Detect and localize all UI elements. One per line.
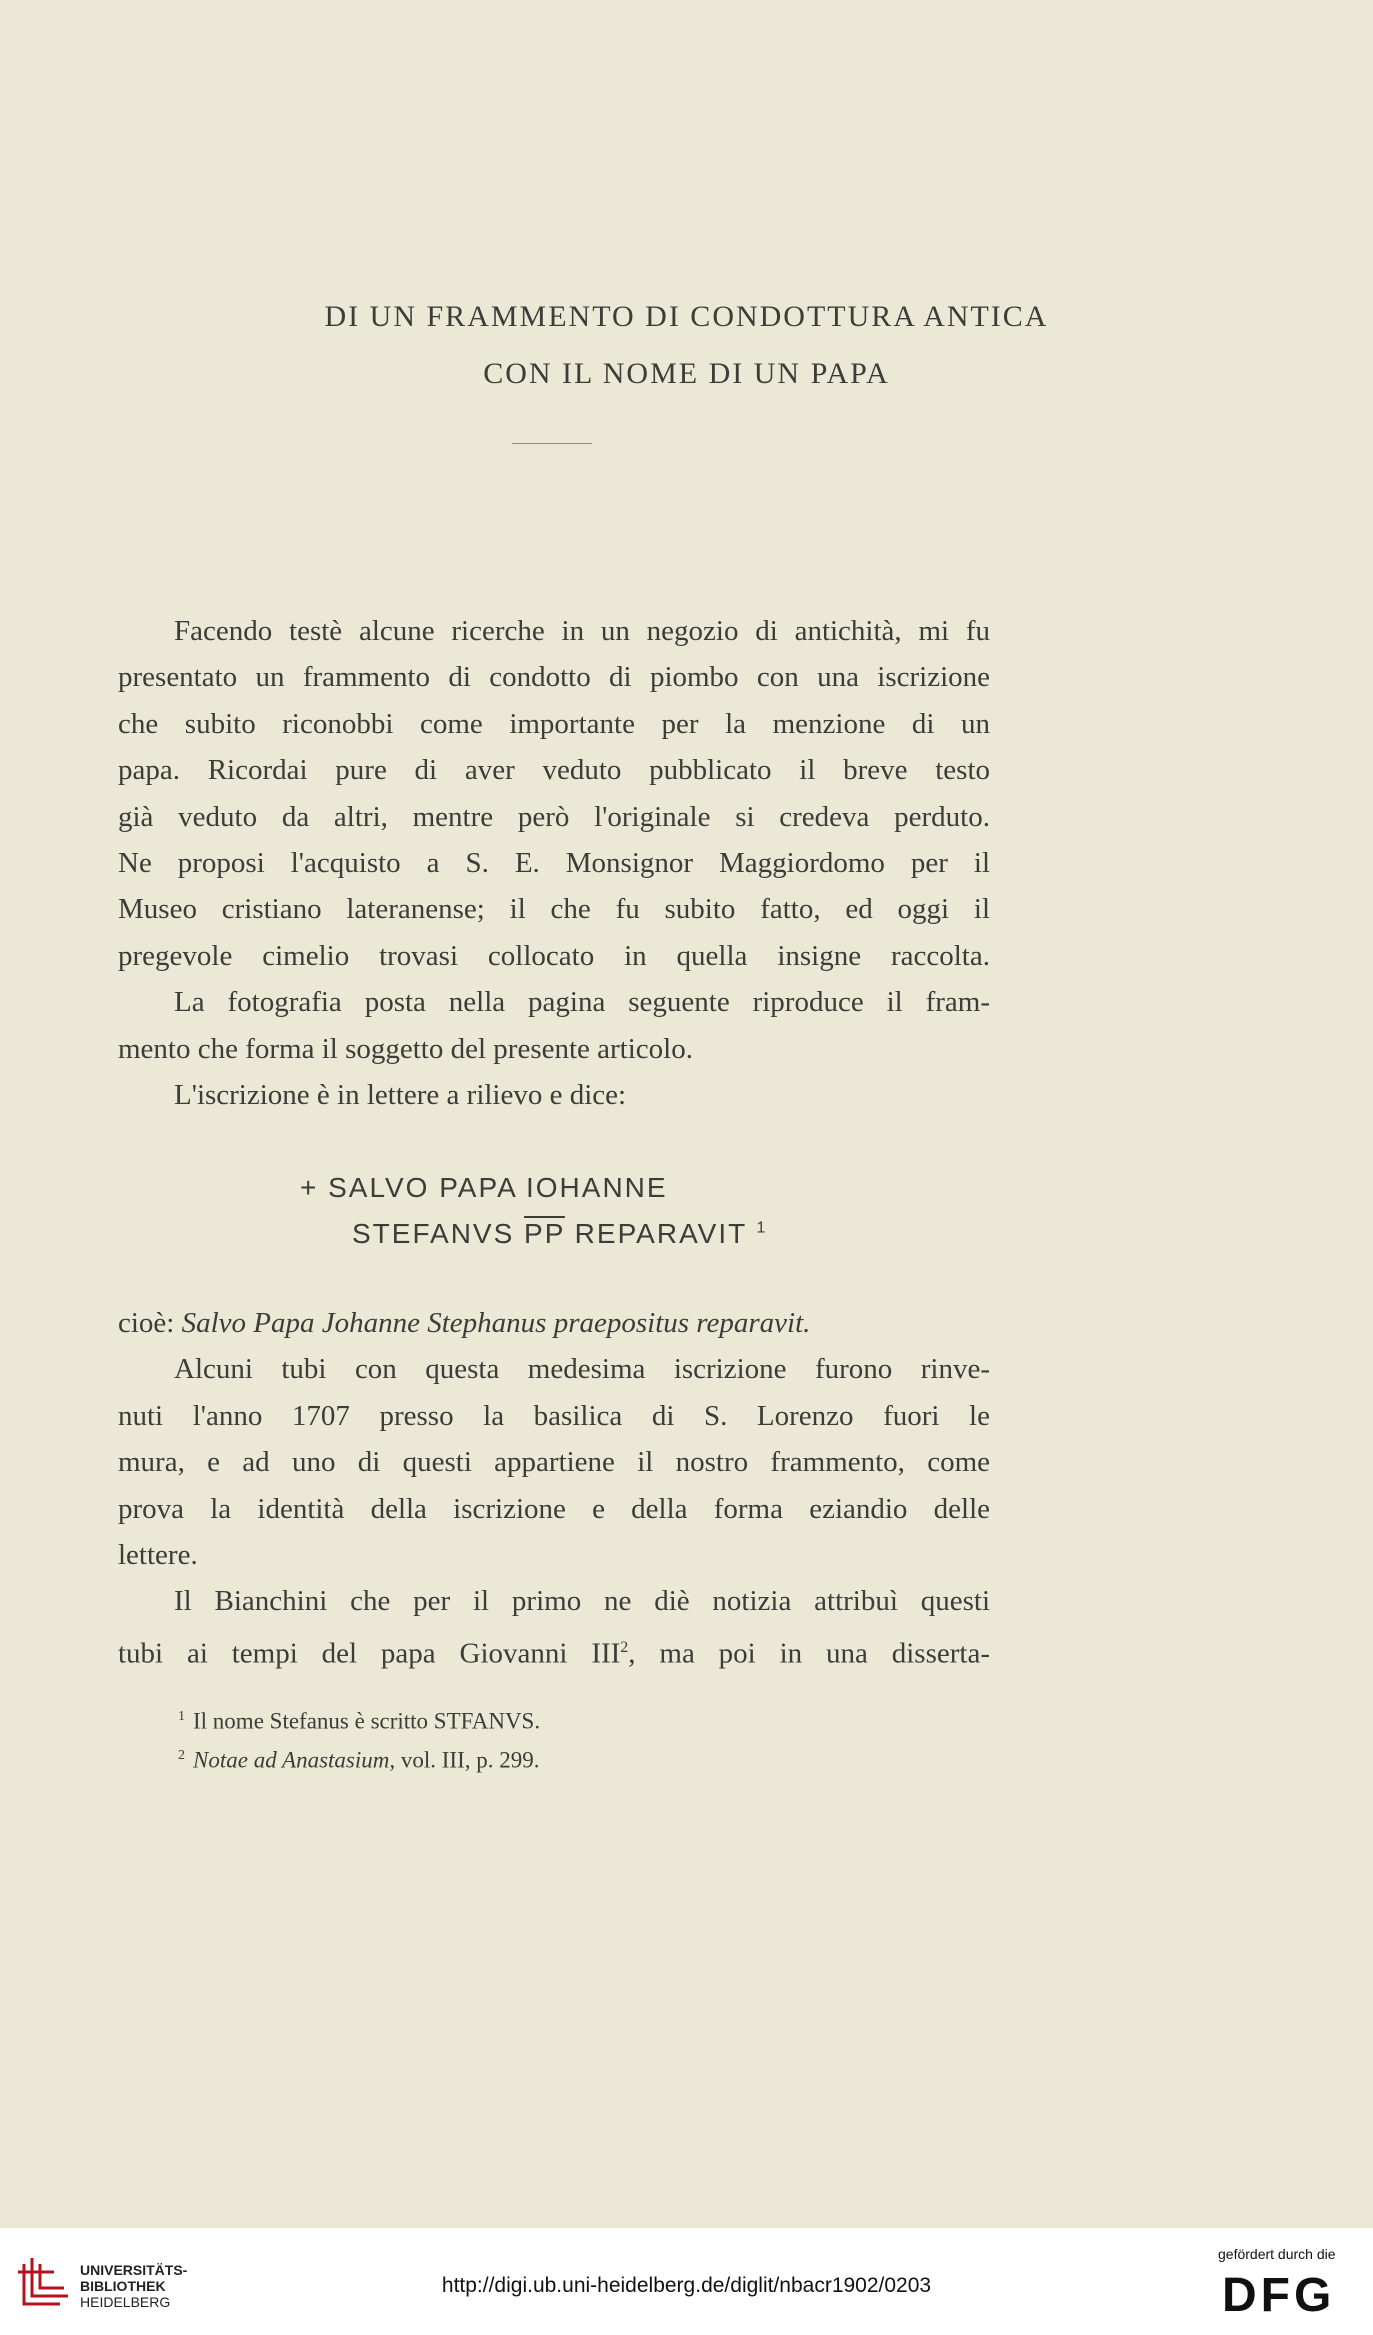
footnotes bbox=[178, 1700, 978, 1777]
line: mura, e ad uno di questi appartiene il nostro frammento, come bbox=[118, 1446, 990, 1479]
paragraph-1 bbox=[118, 608, 990, 979]
paragraph-3 bbox=[118, 1072, 990, 1118]
line: Museo cristiano lateranense; il che fu subito fatto, ed oggi il bbox=[118, 893, 990, 926]
footnote-2 bbox=[178, 1739, 978, 1778]
permalink-url[interactable]: http://digi.ub.uni-heidelberg.de/diglit/nbacr1902/0203 bbox=[441, 2274, 932, 2297]
footnote-italic: Notae ad Anastasium, bbox=[193, 1747, 396, 1773]
paragraph-5 bbox=[118, 1578, 990, 1676]
body-text-part-1 bbox=[118, 608, 990, 1118]
footnote-ref: 1 bbox=[756, 1219, 768, 1237]
line: L'iscrizione è in lettere a rilievo e dice: bbox=[174, 1079, 627, 1112]
line: mento che forma il soggetto del presente articolo. bbox=[118, 1032, 693, 1065]
inscription-text: REPARAVIT bbox=[564, 1218, 747, 1249]
reading-line bbox=[118, 1300, 990, 1346]
line: che subito riconobbi come importante per la menzione di un bbox=[118, 707, 990, 740]
footnote-text: Il nome Stefanus è scritto STFANVS. bbox=[193, 1708, 541, 1734]
inscription-abbreviation: $\overline{PP}$ bbox=[524, 1218, 565, 1249]
line: lettere. bbox=[118, 1539, 198, 1572]
article-title-line-1: DI UN FRAMMENTO DI CONDOTTURA ANTICA bbox=[324, 300, 1049, 333]
line: presentato un frammento di condotto di piombo con una iscrizione bbox=[118, 661, 990, 694]
inscription-text: STEFANVS bbox=[352, 1218, 525, 1249]
line: pregevole cimelio trovasi collocato in quella insigne raccolta. bbox=[118, 939, 990, 972]
line: Ne proposi l'acquisto a S. E. Monsignor Maggiordomo per il bbox=[118, 847, 990, 880]
line: già veduto da altri, mentre però l'originale si credeva perduto. bbox=[118, 800, 990, 833]
line: La fotografia posta nella pagina seguente riproduce il fram- bbox=[174, 986, 990, 1019]
line: Alcuni tubi con questa medesima iscrizione furono rinve- bbox=[174, 1353, 990, 1386]
library-name-line-1: UNIVERSITÄTS- bbox=[80, 2262, 188, 2278]
reading-italic: Salvo Papa Johanne Stephanus praepositus reparavit. bbox=[181, 1307, 811, 1339]
text: , ma poi in una disserta- bbox=[628, 1637, 990, 1670]
dfg-logo: DFG bbox=[1222, 2269, 1336, 2322]
footnote-ref: 2 bbox=[620, 1638, 629, 1656]
line: nuti l'anno 1707 presso la basilica di S. Lorenzo fuori le bbox=[118, 1399, 990, 1432]
footnote-1 bbox=[178, 1700, 978, 1739]
line: Il Bianchini che per il primo ne diè notizia attribuì questi bbox=[174, 1585, 990, 1618]
footnote-number: 1 bbox=[178, 1709, 185, 1724]
footnote-text: vol. III, p. 299. bbox=[395, 1747, 540, 1773]
title-divider bbox=[512, 443, 592, 444]
library-name-line-2: BIBLIOTHEK bbox=[80, 2278, 166, 2294]
line: papa. Ricordai pure di aver veduto pubblicato il breve testo bbox=[118, 754, 990, 787]
body-text-part-2 bbox=[118, 1300, 990, 1677]
inscription-line-1 bbox=[300, 1172, 1000, 1204]
article-title-line-2: CON IL NOME DI UN PAPA bbox=[483, 357, 890, 390]
inscription-line-2 bbox=[352, 1218, 1052, 1250]
line: Facendo testè alcune ricerche in un negozio di antichità, mi fu bbox=[174, 615, 990, 647]
line: prova la identità della iscrizione e della forma eziandio delle bbox=[118, 1492, 990, 1525]
line bbox=[118, 1625, 990, 1677]
paragraph-4 bbox=[118, 1346, 990, 1578]
paragraph-2 bbox=[118, 979, 990, 1072]
reading-prefix: cioè: bbox=[118, 1307, 182, 1339]
funding-label: gefördert durch die bbox=[1218, 2246, 1336, 2262]
library-name-line-3: HEIDELBERG bbox=[80, 2294, 171, 2310]
text: tubi ai tempi del papa Giovanni III bbox=[118, 1637, 621, 1670]
inscription-text: + SALVO PAPA IOHANNE bbox=[300, 1172, 668, 1203]
footnote-number: 2 bbox=[178, 1747, 185, 1763]
